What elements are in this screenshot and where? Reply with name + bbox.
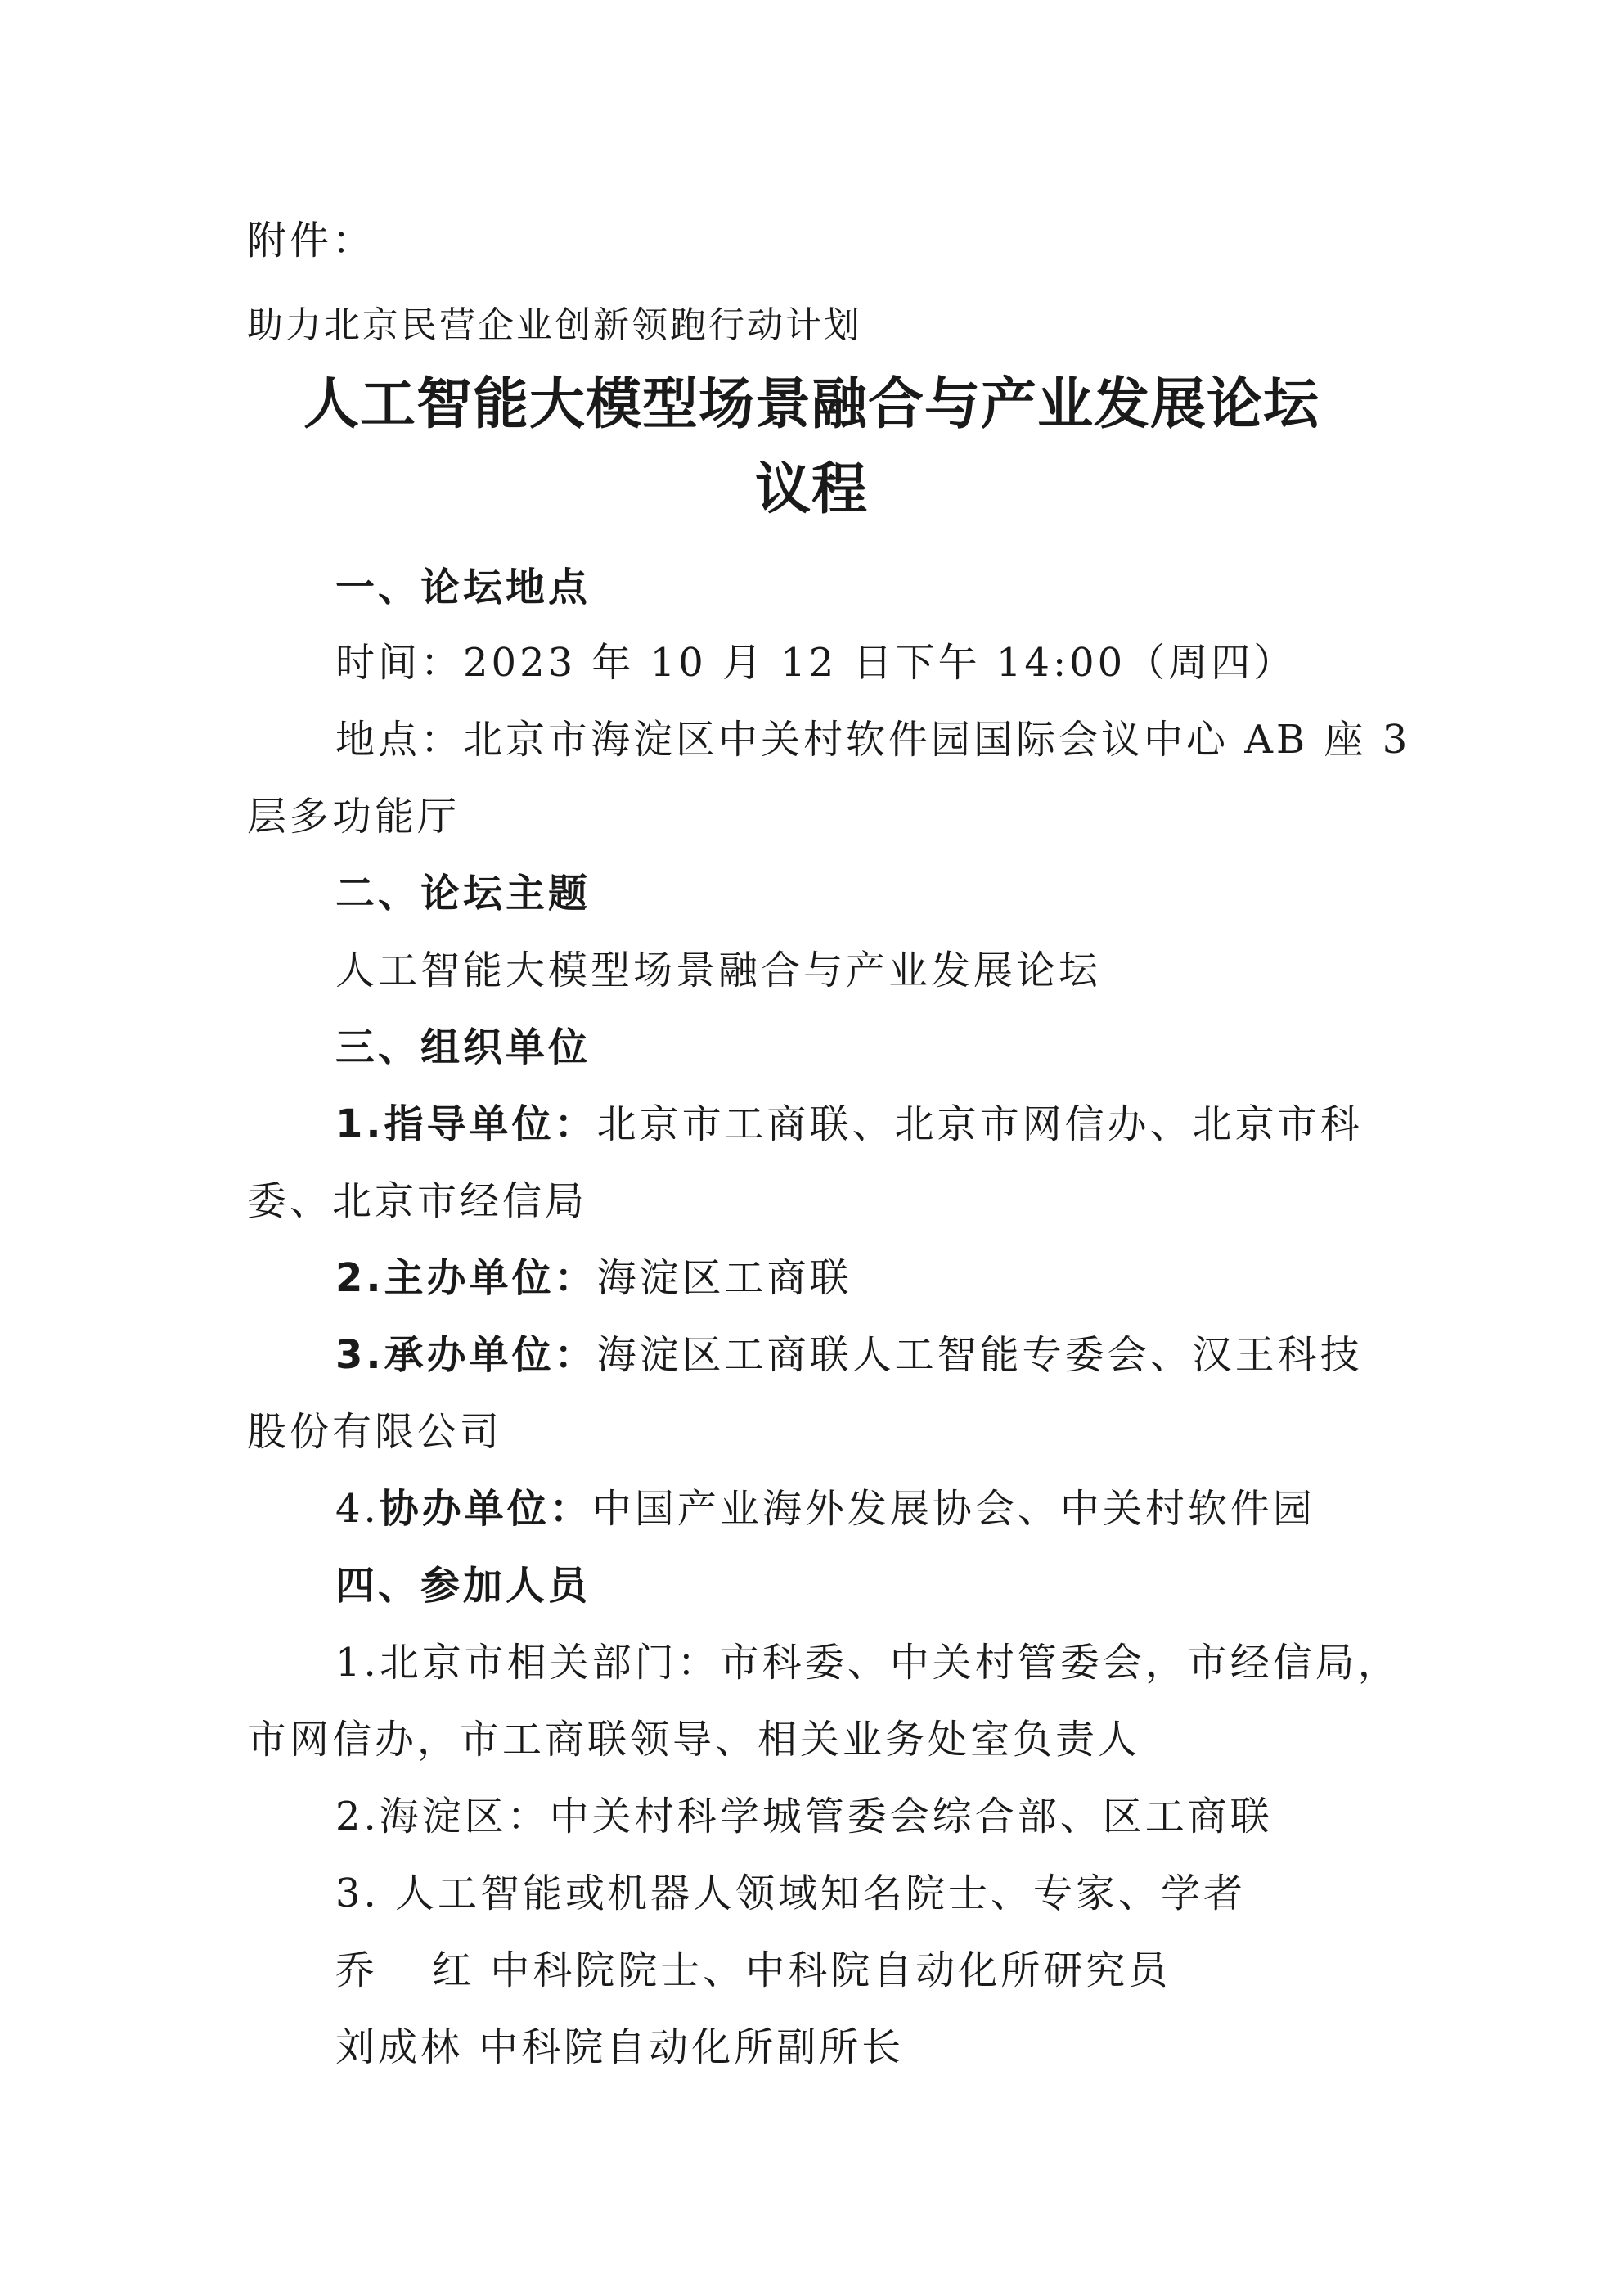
participants-item1-line2: 市网信办，市工商联领导、相关业务处室负责人	[247, 1717, 1141, 1763]
person-title: 中科院自动化所副所长	[479, 2024, 905, 2070]
organizer-label: 3.承办单位：	[335, 1332, 597, 1378]
event-time: 时间：2023 年 10 月 12 日下午 14:00（周四）	[335, 640, 1297, 686]
event-location-line1: 地点：北京市海淀区中关村软件园国际会议中心 AB 座 3	[335, 717, 1411, 763]
person-name: 刘成林	[335, 2024, 464, 2070]
section-heading-location: 一、论坛地点	[335, 565, 591, 610]
participants-item2: 2.海淀区：中关村科学城管委会综合部、区工商联	[335, 1794, 1273, 1839]
guidance-label: 1.指导单位：	[335, 1101, 597, 1147]
organizer-units-line1	[335, 1330, 1363, 1380]
person-title: 中科院院士、中科院自动化所研究员	[490, 1947, 1171, 1993]
organizer-value: 海淀区工商联人工智能专委会、汉王科技	[596, 1332, 1363, 1378]
organizer-units-line2: 股份有限公司	[247, 1409, 503, 1455]
guidance-units-line2: 委、北京市经信局	[247, 1178, 588, 1224]
co-organizer-units	[335, 1484, 1315, 1533]
attachment-label: 附件：	[247, 218, 375, 263]
page-subtitle: 议程	[754, 457, 868, 522]
host-label: 2.主办单位：	[335, 1255, 597, 1301]
section-heading-participants: 四、参加人员	[335, 1563, 591, 1609]
section-heading-theme: 二、论坛主题	[335, 871, 591, 916]
person-row	[335, 2023, 904, 2072]
host-unit	[335, 1254, 852, 1303]
program-name: 助力北京民营企业创新领跑行动计划	[247, 304, 862, 346]
participants-item1-line1: 1.北京市相关部门：市科委、中关村管委会，市经信局，	[335, 1640, 1400, 1686]
participants-item3: 3. 人工智能或机器人领域知名院士、专家、学者	[335, 1871, 1247, 1916]
page-title: 人工智能大模型场景融合与产业发展论坛	[303, 371, 1320, 437]
host-value: 海淀区工商联	[596, 1255, 852, 1301]
co-organizer-label: 协办单位：	[379, 1486, 592, 1532]
forum-theme: 人工智能大模型场景融合与产业发展论坛	[335, 948, 1102, 993]
co-organizer-value: 中国产业海外发展协会、中关村软件园	[591, 1486, 1315, 1532]
section-heading-organizers: 三、组织单位	[335, 1024, 591, 1070]
guidance-value: 北京市工商联、北京市网信办、北京市科	[596, 1101, 1363, 1147]
guidance-units-line1	[335, 1100, 1363, 1149]
person-name: 乔 红	[335, 1947, 475, 1993]
event-location-line2: 层多功能厅	[247, 794, 461, 840]
co-organizer-number: 4.	[335, 1486, 380, 1532]
person-row	[335, 1946, 1171, 1995]
